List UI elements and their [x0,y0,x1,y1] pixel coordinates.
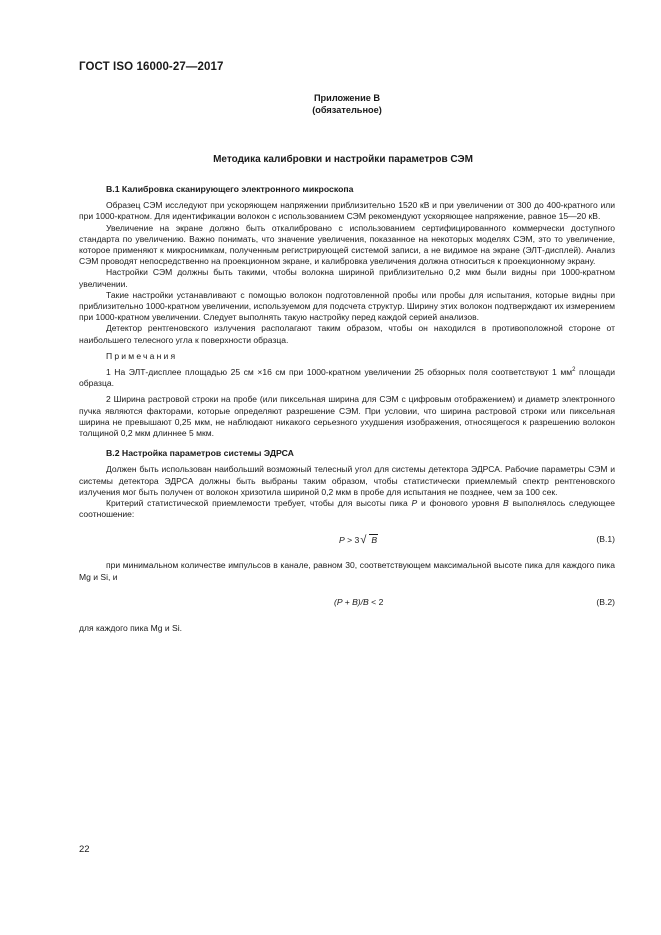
main-title [0,154,661,165]
paragraph: Увеличение на экране должно быть откалибровано с использованием сертифицированного коммерчески доступного стандарта по увеличению. Важно понимать, что значение увеличения, показанное на некоторых моделях СЭМ, это то увеличение, которое применяют к микроснимкам, полученным регистрирующей системой записи, а не видимое на экране (ЭЛТ-дисплей). Анализ СЭМ проводят непосредственно на проекционном экране, и калибровка увеличения должна относиться к проекционному экрану. [79,222,615,267]
variable-p: P [411,498,418,509]
paragraph: для каждого пика Mg и Si. [79,622,183,633]
paragraph: Должен быть использован наибольший возможный телесный угол для системы детектора ЭДРСА. Рабочие параметры СЭМ и системы детектора ЭДРСА должны быть выбраны таким образом, чтобы статистически приемлемый спектр рентгеновского излучения мог быть получен от волокон хризотила шириной 0,2 мкм в пробе для испытания не позднее, чем за 100 сек. [79,464,615,497]
notes-heading: Примечания [106,350,178,361]
paragraph: Образец СЭМ исследуют при ускоряющем напряжении приблизительно 1520 кВ и при увеличении от 300 до 400-кратного или при 1000-кратном. Для идентификации волокон с использованием СЭМ рекомендуют ускоряющее напряжение, равное 15—20 кВ. [79,200,615,222]
annex-title-block [0,93,661,116]
formula-b1 [79,532,615,547]
main-title-text: Методика калибровки и настройки параметров СЭМ [213,154,473,165]
page-number: 22 [79,844,90,855]
document-header: ГОСТ ISO 16000-27—2017 [79,61,224,73]
document-body [79,184,615,634]
formula-b2-expression: (P + B)/B < 2 [334,596,384,607]
paragraph: Настройки СЭМ должны быть такими, чтобы волокна шириной приблизительно 0,2 мкм были видны при 1000-кратном увеличении. [79,267,615,289]
formula-b2 [79,595,615,610]
formula-b2-number: (В.2) [596,596,615,607]
square-root-icon: √ [360,534,367,547]
paragraph: Такие настройки устанавливают с помощью волокон подготовленной пробы или пробы для испытания, которые видны при приблизительно 1000-кратном увеличении, используемом для подсчета структур. Ширину этих волокон подтверждают их измерением при 1000-кратном увеличении. Следует выполнять такую настройку перед каждой серией анализов. [79,289,615,323]
formula-b1-number: (В.1) [596,534,615,545]
section-b2-heading: В.2 Настройка параметров системы ЭДРСА [106,448,294,459]
section-b1-heading: В.1 Калибровка сканирующего электронного микроскопа [106,184,354,194]
paragraph: Детектор рентгеновского излучения располагают таким образом, чтобы он находился в противоположной стороне от наибольшего телесного угла к поверхности образца. [79,323,615,345]
note-1-end: площади образца. [79,367,615,389]
note-1-superscript: 2 [572,367,576,374]
note-1 [79,367,615,389]
note-1-text: 1 На ЭЛТ-дисплее площадью 25 см ×16 см при 1000-кратном увеличении 25 обзорных поля соответствуют 1 мм [106,367,573,378]
annex-status: (обязательное) [312,104,382,115]
annex-title: Приложение В [313,93,381,103]
variable-b: B [502,498,509,509]
note-2: 2 Ширина растровой строки на пробе (или пиксельная ширина для СЭМ с цифровым отображением) и диаметр электронного пучка являются факторами, которые определяют разрешение СЭМ. При условии, что ширина растровой строки или пиксельная ширина не превышают 0,25 мкм, не наблюдают никакого серьезного ухудшения изображения, относящегося к разрешению волокон толщиной 0,2 мкм длиннее 5 мкм. [79,394,615,439]
paragraph: при минимальном количестве импульсов в канале, равном 30, соответствующем максимальной высоте пика для каждого пика Mg и Si, и [79,560,615,582]
formula-b1-expression: P > 3√ B [339,534,378,547]
paragraph-criterion: Критерий статистической приемлемости требует, чтобы для высоты пика P и фонового уровня B выполнялось следующее соотношение: [79,498,615,520]
